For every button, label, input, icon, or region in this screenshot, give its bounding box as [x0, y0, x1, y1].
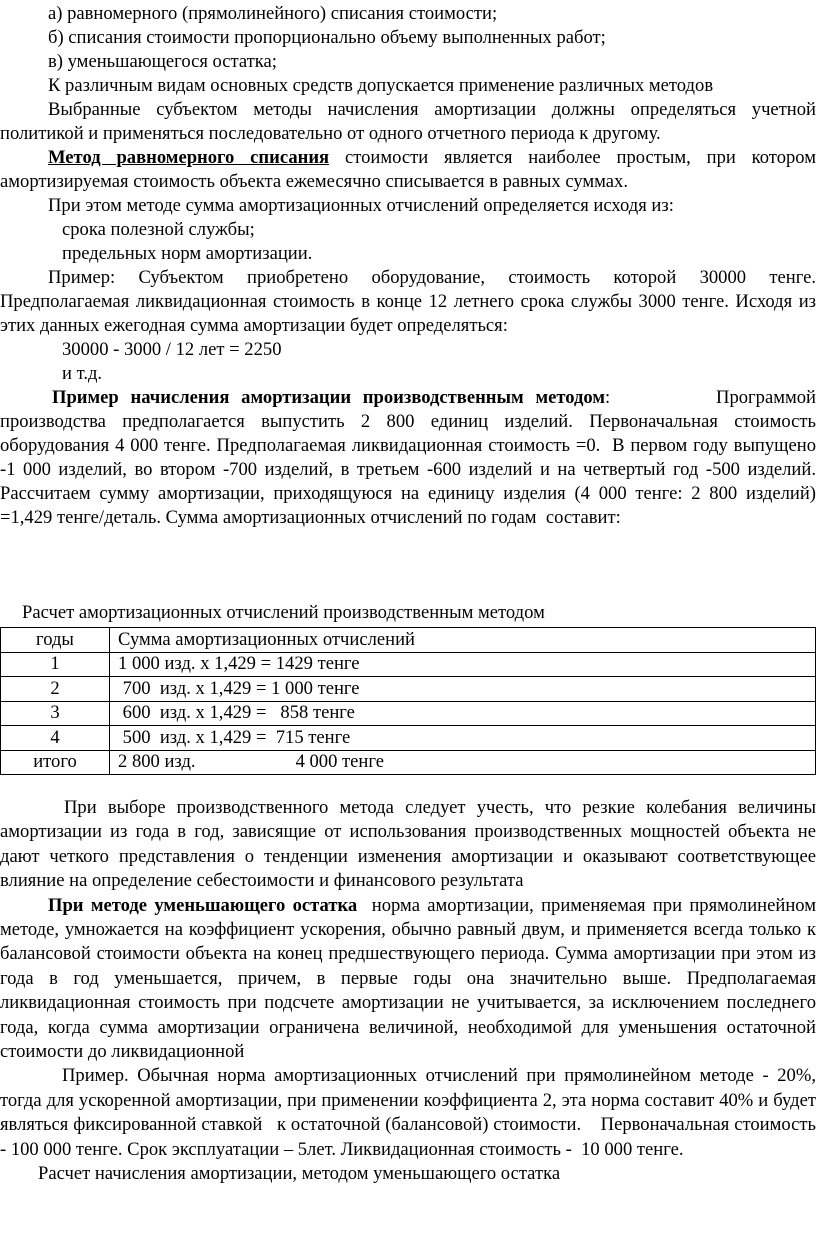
paragraph: При выборе производственного метода следует учесть, что резкие колебания величины амортизации из года в год, зависящие от использования производственных мощностей объекта не дают четкого представления о тенденции изменения амортизации и оказывают соответствующее влияние на определение себестоимости и финансового результата	[0, 797, 816, 892]
paragraph: Выбранные субъектом методы начисления амортизации должны определяться учетной политикой и применяться последовательно от одного отчетного периода к другому.	[0, 99, 816, 144]
paragraph: К различным видам основных средств допускается применение различных методов	[48, 75, 714, 96]
list-item-b: б) списания стоимости пропорционально объему выполненных работ;	[48, 27, 606, 48]
total-qty: 2 800 изд.	[118, 751, 196, 773]
cell-year: 3	[1, 701, 110, 726]
paragraph: Расчет начисления амортизации, методом уменьшающего остатка	[38, 1163, 561, 1185]
paragraph-text: стоимости является наиболее простым, при котором амортизируемая стоимость объекта ежемесячно списывается в равных суммах.	[0, 147, 816, 192]
list-item: срока полезной службы;	[62, 219, 255, 240]
cell-sum: 700 изд. х 1,429 = 1 000 тенге	[110, 677, 816, 702]
cell-year: 2	[1, 677, 110, 702]
bold-term: При методе уменьшающего остатка	[48, 894, 358, 916]
paragraph-text: : Программой производства предполагается выпустить 2 800 единиц изделий. Первоначальная стоимость оборудования 4 000 тенге. Предполагаемая ликвидационная стоимость =0. В первом году выпущено -1 000 изделий, во втором -700 изделий, в третьем -600 изделий и на четвертый год -500 изделий. Рассчитаем сумму амортизации, приходящуюся на единицу изделия (4 000 тенге: 2 800 изделий) =1,429 тенге/деталь. Сумма амортизационных отчислений по годам составит:	[0, 387, 816, 528]
cell-year: 1	[1, 652, 110, 677]
caption-text: Расчет амортизационных отчислений производственным методом	[22, 602, 545, 623]
list-item-a: а) равномерного (прямолинейного) списания стоимости;	[48, 3, 498, 24]
document-section-2	[0, 796, 816, 1187]
table-header-row	[1, 628, 816, 653]
paragraph	[0, 146, 816, 194]
total-sum: 4 000 тенге	[295, 751, 385, 773]
paragraph	[0, 894, 816, 1065]
paragraph: и т.д.	[62, 363, 103, 384]
list-item: предельных норм амортизации.	[62, 243, 313, 264]
depreciation-table	[0, 627, 816, 775]
cell-total-label: итого	[1, 750, 110, 775]
table-caption	[0, 601, 816, 625]
paragraph	[0, 386, 816, 530]
cell-sum: 500 изд. х 1,429 = 715 тенге	[110, 726, 816, 751]
header-cell: годы	[1, 628, 110, 653]
header-cell: Сумма амортизационных отчислений	[110, 628, 816, 653]
paragraph: Пример. Обычная норма амортизационных отчислений при прямолинейном методе - 20%, тогда для ускоренной амортизации, при применении коэффициента 2, эта норма составит 40% и будет являться фиксированной ставкой к остаточной (балансовой) стоимости. Первоначальная стоимость - 100 000 тенге. Срок эксплуатации – 5лет. Ликвидационная стоимость - 10 000 тенге.	[0, 1065, 816, 1160]
table-row	[1, 677, 816, 702]
formula: 30000 - 3000 / 12 лет = 2250	[62, 339, 282, 360]
table-total-row	[1, 750, 816, 775]
table-row	[1, 701, 816, 726]
paragraph-text: норма амортизации, применяемая при прямолинейном методе, умножается на коэффициент ускорения, обычно равный двум, и применяется всегда только к балансовой стоимости объекта на конец предшествующего периода. Сумма амортизации при этом из года в год уменьшается, причем, в первые годы она значительно выше. Предполагаемая ликвидационная стоимость при подсчете амортизации не учитывается, за исключением последнего года, когда сумма амортизации ограничена величиной, необходимой для уменьшения остаточной стоимости до ликвидационной	[0, 894, 816, 1063]
list-item-c: в) уменьшающегося остатка;	[48, 51, 277, 72]
table-row	[1, 726, 816, 751]
bold-term: Пример начисления амортизации производственным методом	[52, 387, 606, 408]
paragraph: Пример: Субъектом приобретено оборудование, стоимость которой 30000 тенге. Предполагаемая ликвидационная стоимость в конце 12 летнего срока службы 3000 тенге. Исходя из этих данных ежегодная сумма амортизации будет определяться:	[0, 267, 816, 336]
bold-term: Метод равномерного списания	[48, 147, 330, 168]
cell-sum: 1 000 изд. х 1,429 = 1429 тенге	[110, 652, 816, 677]
table-row	[1, 652, 816, 677]
paragraph: При этом методе сумма амортизационных отчислений определяется исходя из:	[48, 195, 674, 216]
cell-year: 4	[1, 726, 110, 751]
cell-total	[110, 750, 816, 775]
document-section-1	[0, 2, 816, 530]
cell-sum: 600 изд. х 1,429 = 858 тенге	[110, 701, 816, 726]
